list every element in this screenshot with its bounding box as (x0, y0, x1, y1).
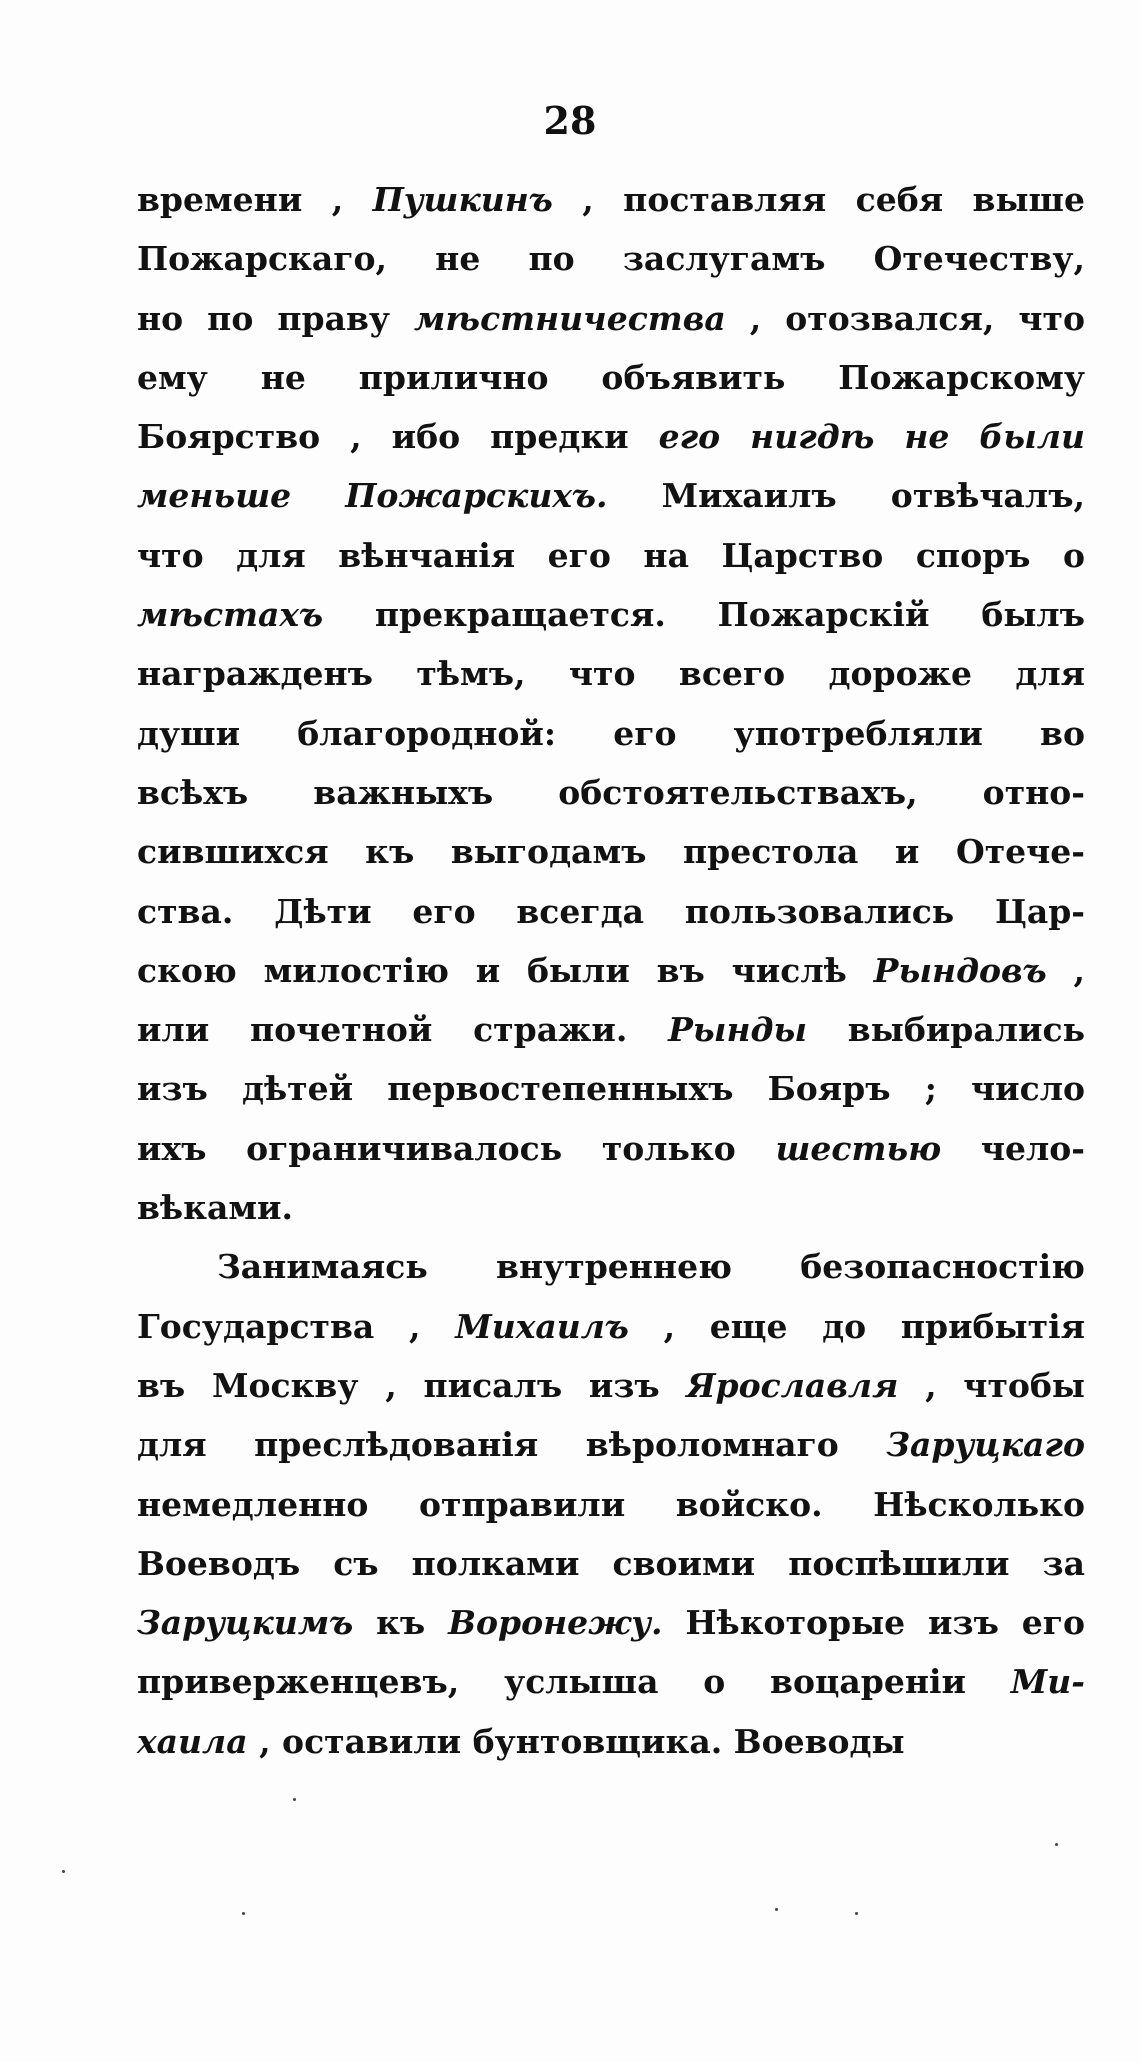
text-line (137, 1000, 1085, 1059)
scan-speck (242, 1912, 245, 1915)
text-line (137, 348, 1085, 407)
italic-text: мѣстахъ (137, 595, 324, 635)
line-text: что для вѣнчанія его на Царство споръ о (137, 535, 1085, 575)
italic-text: хаила (137, 1721, 248, 1761)
italic-text: Рындовъ (873, 950, 1047, 990)
text-line (137, 170, 1085, 229)
line-text: , поставляя себя выше (552, 180, 1085, 219)
text-line (137, 526, 1085, 585)
text-line (137, 1593, 1085, 1652)
text-line (137, 882, 1085, 941)
italic-text: Заруцкимъ (137, 1603, 354, 1643)
italic-text: Михаилъ (455, 1306, 629, 1346)
italic-text: меньше Пожарскихъ. (137, 476, 608, 516)
line-text: , оставили бунтовщика. Воеводы (247, 1721, 905, 1761)
line-text: , отозвался, что (725, 298, 1085, 338)
text-line (137, 1356, 1085, 1415)
page-number: 28 (543, 98, 597, 143)
line-text: ства. Дѣти его всегда пользовались Цар- (137, 891, 1085, 931)
scan-speck (293, 1798, 296, 1801)
line-text: приверженцевъ, услыша о воцареніи (137, 1662, 1011, 1702)
italic-text: Воронежу. (448, 1603, 663, 1643)
line-text: ему не прилично объявить Пожарскому (137, 357, 1085, 397)
text-line (137, 1178, 1085, 1237)
line-text: выбирались (807, 1010, 1085, 1050)
text-line (137, 585, 1085, 644)
paragraph-2 (137, 1237, 1085, 1771)
text-line (137, 466, 1085, 525)
text-line (137, 1059, 1085, 1118)
line-text: души благородной: его употребляли во (137, 713, 1085, 753)
text-line (137, 1415, 1085, 1474)
line-text: , (1046, 950, 1085, 990)
line-text: Нѣкоторые изъ его (662, 1603, 1086, 1643)
text-line (137, 1712, 1085, 1771)
line-text: для преслѣдованія вѣроломнаго (137, 1425, 887, 1465)
line-text: , еще до прибытія (628, 1306, 1085, 1346)
scan-speck (855, 1912, 858, 1915)
line-text: чело- (941, 1128, 1085, 1168)
text-line (137, 763, 1085, 822)
text-line (137, 1652, 1085, 1711)
italic-text: Рынды (668, 1010, 808, 1050)
line-text: немедленно отправили войско. Нѣсколько (137, 1484, 1085, 1524)
line-text: награжденъ тѣмъ, что всего дороже для (137, 654, 1085, 694)
scan-speck (1055, 1843, 1058, 1846)
text-line (137, 704, 1085, 763)
line-text: , чтобы (898, 1365, 1085, 1405)
line-text: къ (353, 1603, 449, 1643)
line-text: сившихся къ выгодамъ престола и Отече- (137, 832, 1085, 872)
line-text: Занимаясь внутреннею безопасностію (217, 1247, 1085, 1287)
line-text: въ Москву , писалъ изъ (137, 1365, 687, 1405)
body-text (137, 170, 1085, 1771)
line-text: времени , (137, 180, 373, 219)
text-line (137, 407, 1085, 466)
italic-text: Пушкинъ (372, 180, 553, 219)
line-text: Михаилъ отвѣчалъ, (607, 476, 1086, 516)
line-text: но по праву (137, 298, 415, 338)
text-line (137, 229, 1085, 288)
line-text: скою милостію и были въ числѣ (137, 950, 874, 990)
paragraph-1 (137, 170, 1085, 1237)
line-text: Боярство , ибо предки (137, 417, 659, 457)
text-line (137, 289, 1085, 348)
line-text: Пожарскаго, не по заслугамъ Отечеству, (137, 239, 1085, 279)
italic-text: его нигдѣ не были (658, 417, 1085, 457)
italic-text: шестью (775, 1128, 942, 1168)
text-line (137, 1475, 1085, 1534)
line-text: Воеводъ съ полками своими поспѣшили за (137, 1543, 1085, 1583)
text-line (137, 1237, 1085, 1296)
scan-speck (62, 1870, 65, 1873)
text-line (137, 1534, 1085, 1593)
line-text: ихъ ограничивалось только (137, 1128, 776, 1168)
italic-text: мѣстничества (414, 298, 726, 338)
text-line (137, 1119, 1085, 1178)
line-text: изъ дѣтей первостепенныхъ Бояръ ; число (137, 1069, 1085, 1109)
italic-text: Заруцкаго (886, 1425, 1085, 1465)
line-text: или почетной стражи. (137, 1010, 669, 1050)
text-line (137, 822, 1085, 881)
text-line (137, 941, 1085, 1000)
italic-text: Ярославля (686, 1365, 899, 1405)
line-text: Государства , (137, 1306, 456, 1346)
line-text: вѣками. (137, 1188, 293, 1228)
line-text: прекращается. Пожарскій былъ (323, 595, 1085, 635)
text-line (137, 644, 1085, 703)
scan-speck (775, 1908, 778, 1911)
italic-text: Ми- (1010, 1662, 1085, 1702)
text-line (137, 1297, 1085, 1356)
line-text: всѣхъ важныхъ обстоятельствахъ, отно- (137, 772, 1085, 812)
